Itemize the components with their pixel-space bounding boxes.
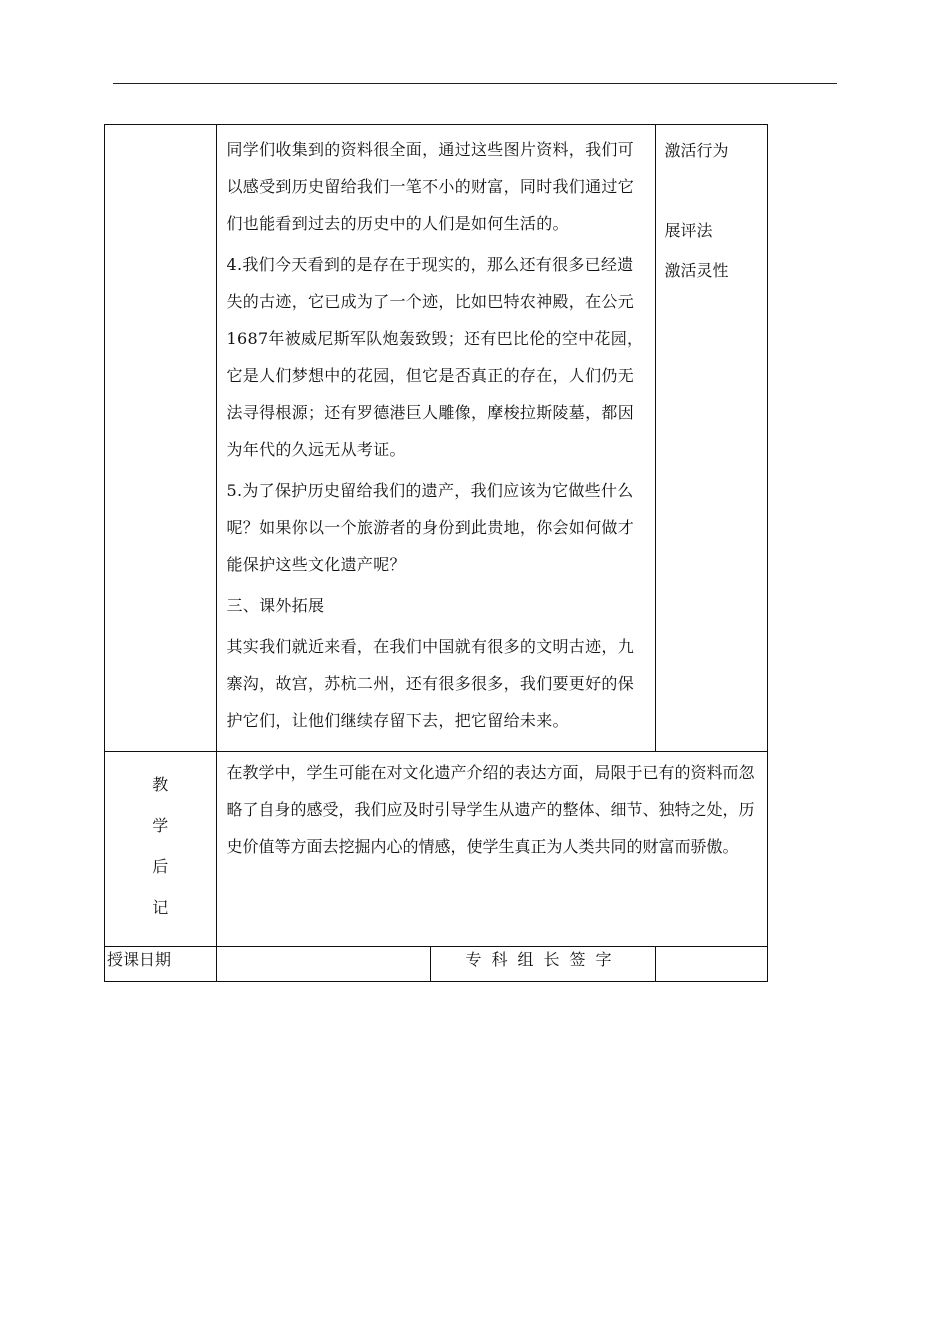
- reflection-text: 在教学中，学生可能在对文化遗产介绍的表达方面，局限于已有的资料而忽略了自身的感受，我们应及时引导学生从遗产的整体、细节、独特之处，历史价值等方面去挖掘内心的情感，使学生真正为人类共同的财富而骄傲。: [226, 763, 755, 856]
- signature-label: 专科组长签字: [431, 947, 656, 982]
- reflection-text-cell: [216, 752, 768, 947]
- date-value-field[interactable]: [216, 947, 431, 982]
- header-rule: [113, 83, 837, 84]
- signature-value-field[interactable]: [656, 947, 768, 982]
- method-exhibition-review: 展评法: [664, 221, 713, 240]
- reflection-row: [105, 752, 768, 947]
- reflection-label-char: 记: [152, 898, 169, 917]
- paragraph-lost-sites: 4.我们今天看到的是存在于现实的，那么还有很多已经遗失的古迹，它已成为了一个迹，比如巴特农神殿，在公元1687年被威尼斯军队炮轰致毁；还有巴比伦的空中花园，它是人们梦想中的花园，但它是否真正的存在，人们仍无法寻得根源；还有罗德港巨人雕像，摩梭拉斯陵墓，都因为年代的久远无从考证。: [226, 255, 644, 459]
- reflection-label-char: 后: [152, 857, 169, 876]
- paragraph-protection: 5.为了保护历史留给我们的遗产，我们应该为它做些什么呢？如果你以一个旅游者的身份到此贵地，你会如何做才能保护这些文化遗产呢？: [226, 481, 635, 574]
- paragraph-extension: 其实我们就近来看，在我们中国就有很多的文明古迹，九寨沟，故宫，苏杭二州，还有很多很多，我们要更好的保护它们，让他们继续存留下去，把它留给未来。: [226, 637, 635, 730]
- reflection-label-char: 教: [152, 775, 169, 794]
- paragraph-resources: 同学们收集到的资料很全面，通过这些图片资料，我们可以感受到历史留给我们一笔不小的财富，同时我们通过它们也能看到过去的历史中的人们是如何生活的。: [226, 140, 635, 233]
- reflection-label-cell: [105, 752, 217, 947]
- lesson-body-cell: [216, 125, 656, 752]
- method-activate-behavior: 激活行为: [664, 141, 729, 160]
- teaching-methods-cell: [656, 125, 768, 752]
- lesson-plan-table: [104, 124, 768, 982]
- method-activate-spirit: 激活灵性: [664, 261, 729, 280]
- row-label-cell: [105, 125, 217, 752]
- reflection-label-char: 学: [152, 816, 169, 835]
- date-label: 授课日期: [105, 947, 217, 982]
- lesson-content-row: [105, 125, 768, 752]
- section-title-extension: 三、课外拓展: [226, 596, 325, 615]
- footer-row: [105, 947, 768, 982]
